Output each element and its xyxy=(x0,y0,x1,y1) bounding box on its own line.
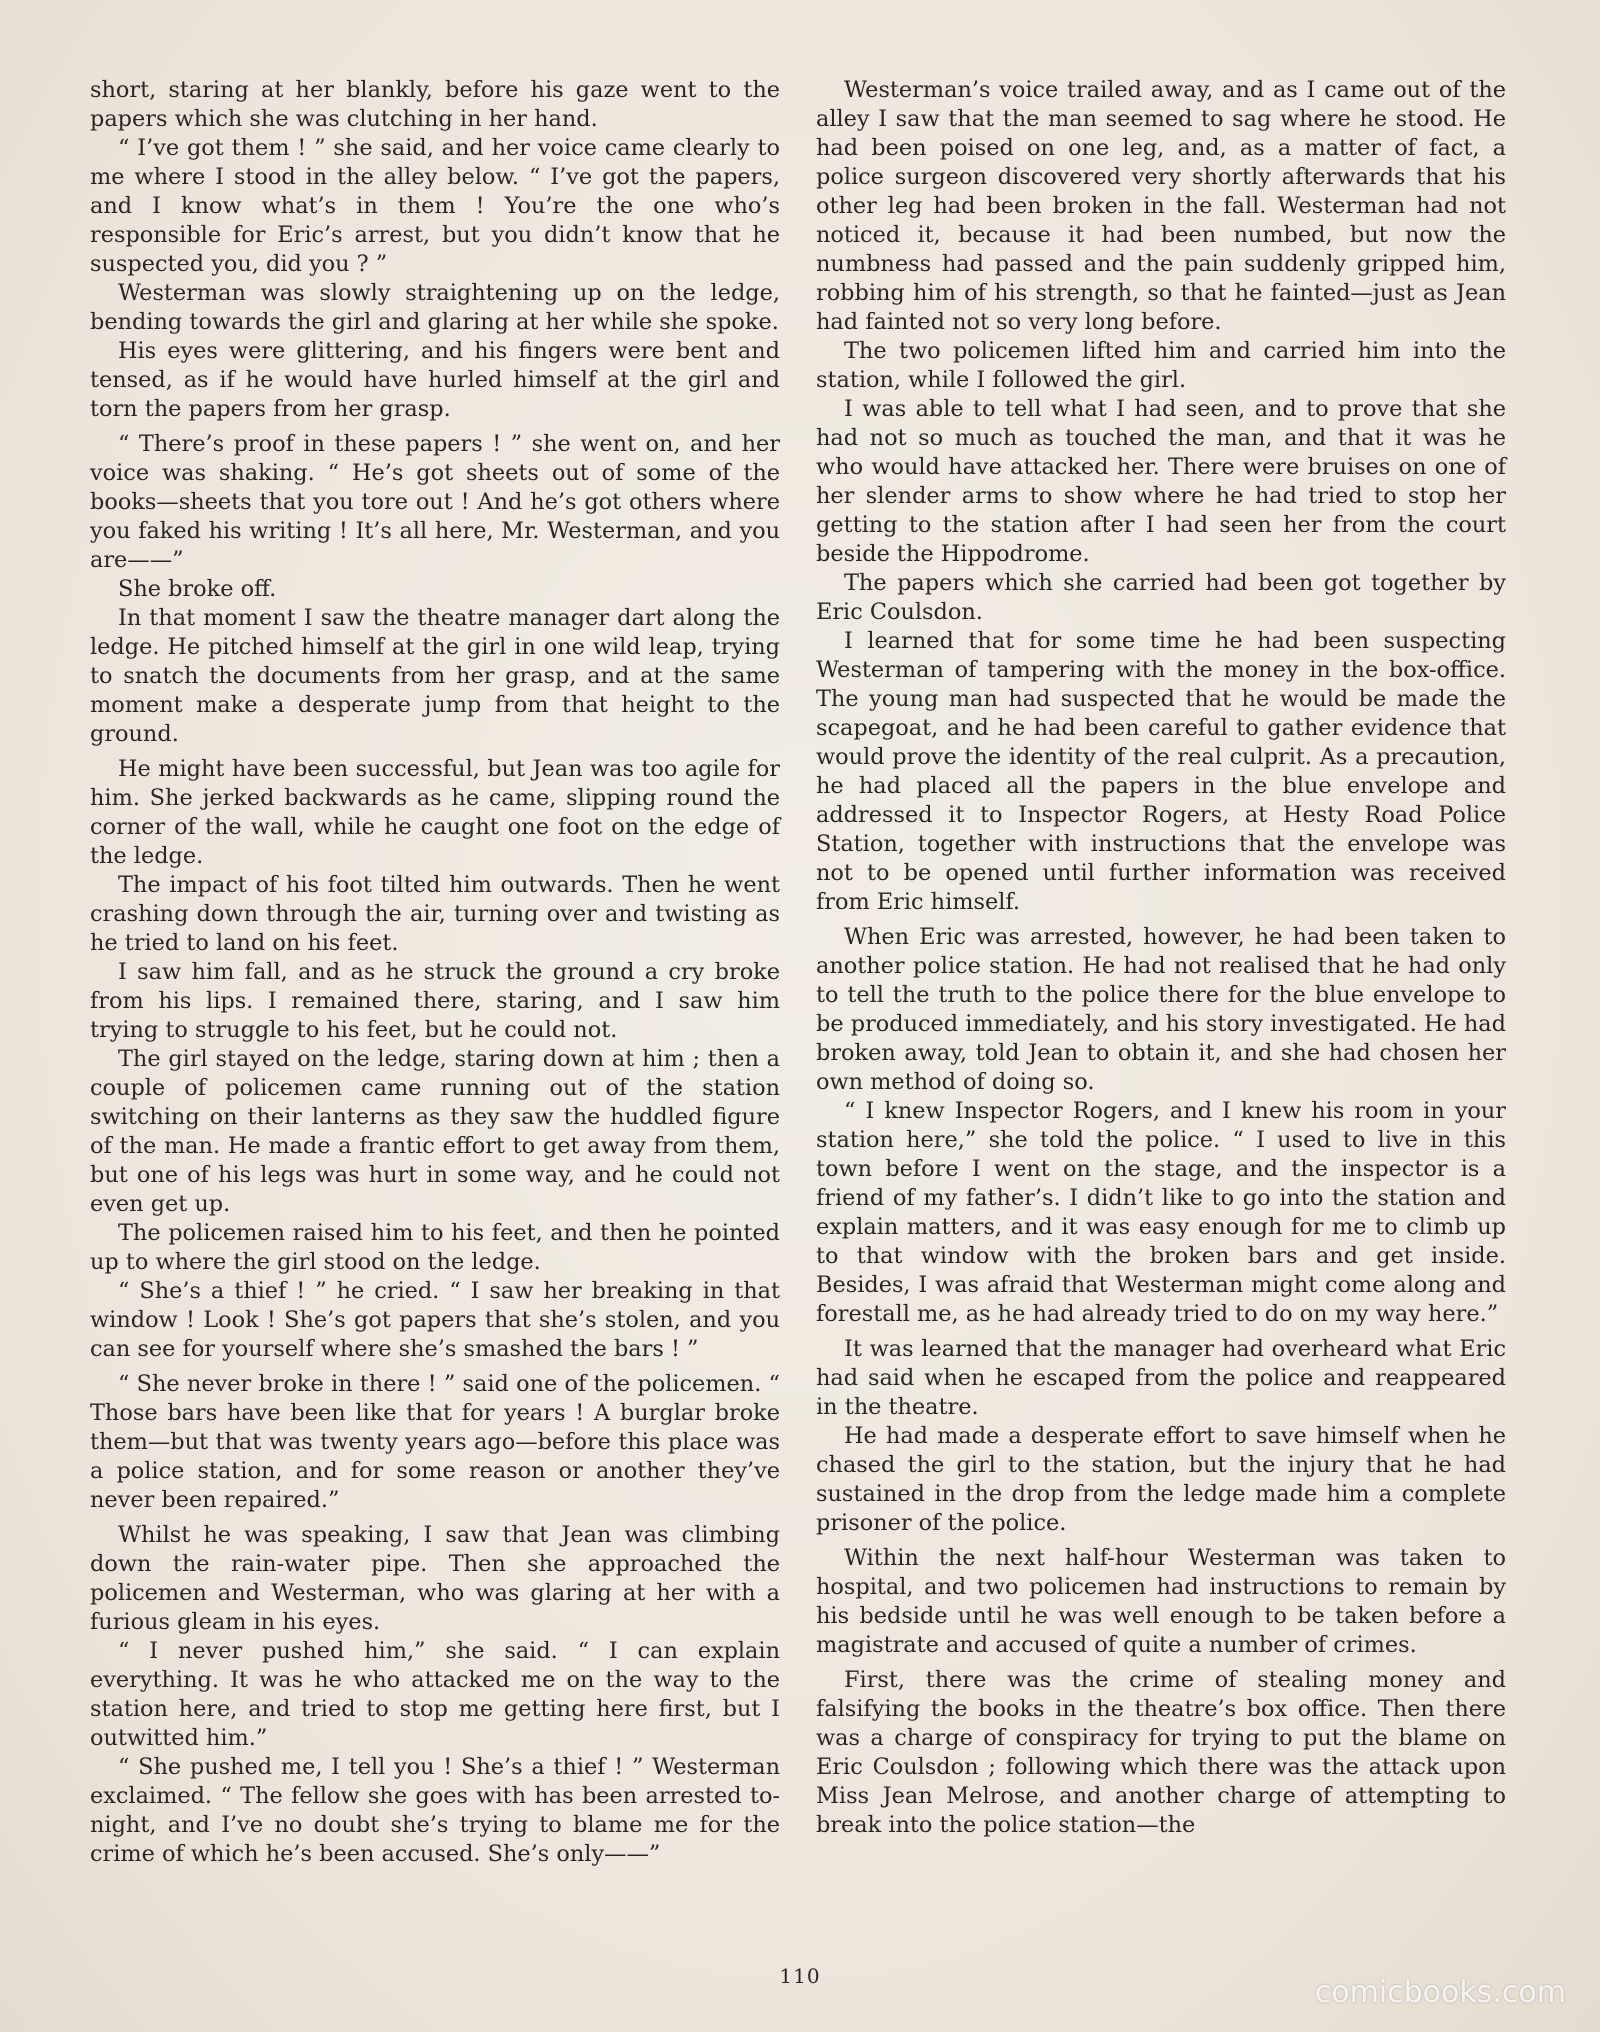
watermark: comicbooks.com xyxy=(1314,1975,1566,2010)
paragraph: The papers which she carried had been got together by Eric Coulsdon. xyxy=(816,570,1506,625)
paragraph: The policemen raised him to his feet, and then he pointed up to where the girl stood on the ledge. xyxy=(90,1220,780,1275)
page-number: 110 xyxy=(779,1964,821,1988)
paragraph: “ She never broke in there ! ” said one of the policemen. “ Those bars have been like that for years ! A burglar broke them—but that was twenty years ago—before this place was a police station, and for some reason or another they’ve never been repaired.” xyxy=(90,1371,780,1513)
paragraph: short, staring at her blankly, before his gaze went to the papers which she was clutching in her hand. xyxy=(90,77,780,132)
paragraph: The two policemen lifted him and carried him into the station, while I followed the girl. xyxy=(816,338,1506,393)
paragraph: Westerman was slowly straightening up on the ledge, bending towards the girl and glaring at her while she spoke. xyxy=(90,280,780,335)
paragraph: In that moment I saw the theatre manager dart along the ledge. He pitched himself at the girl in one wild leap, trying to snatch the documents from her grasp, and at the same moment make a desperate jump from that height to the ground. xyxy=(90,605,780,747)
paragraph: I saw him fall, and as he struck the ground a cry broke from his lips. I remained there, staring, and I saw him trying to struggle to his feet, but he could not. xyxy=(90,959,780,1043)
paragraph: The girl stayed on the ledge, staring down at him ; then a couple of policemen came running out of the station switching on their lanterns as they saw the huddled figure of the man. He made a frantic effort to get away from them, but one of his legs was hurt in some way, and he could not even get up. xyxy=(90,1046,780,1217)
left-column xyxy=(90,76,780,1869)
paragraph: The impact of his foot tilted him outwards. Then he went crashing down through the air, turning over and twisting as he tried to land on his feet. xyxy=(90,872,780,956)
paragraph: It was learned that the manager had overheard what Eric had said when he escaped from the police and reappeared in the theatre. xyxy=(816,1336,1506,1420)
paragraph: I was able to tell what I had seen, and to prove that she had not so much as touched the man, and that it was he who would have attacked her. There were bruises on one of her slender arms to show where he had tried to stop her getting to the station after I had seen her from the court beside the Hippodrome. xyxy=(816,396,1506,567)
paragraph: “ I never pushed him,” she said. “ I can explain everything. It was he who attacked me on the way to the station here, and tried to stop me getting here first, but I outwitted him.” xyxy=(90,1638,780,1751)
paragraph: “ I knew Inspector Rogers, and I knew his room in your station here,” she told the police. “ I used to live in this town before I went on the stage, and the inspector is a friend of my father’s. I didn’t like to go into the station and explain matters, and it was easy enough for me to climb up to that window with the broken bars and get inside. Besides, I was afraid that Westerman might come along and forestall me, as he had already tried to do on my way here.” xyxy=(816,1098,1506,1327)
paragraph: His eyes were glittering, and his fingers were bent and tensed, as if he would have hurled himself at the girl and torn the papers from her grasp. xyxy=(90,338,780,422)
paragraph: “ I’ve got them ! ” she said, and her voice came clearly to me where I stood in the alley below. “ I’ve got the papers, and I know what’s in them ! You’re the one who’s responsible for Eric’s arrest, but you didn’t know that he suspected you, did you ? ” xyxy=(90,135,780,277)
paragraph: Within the next half-hour Westerman was taken to hospital, and two policemen had instructions to remain by his bedside until he was well enough to be taken before a magistrate and accused of quite a number of crimes. xyxy=(816,1545,1506,1658)
paragraph: I learned that for some time he had been suspecting Westerman of tampering with the money in the box-office. The young man had suspected that he would be made the scapegoat, and he had been careful to gather evidence that would prove the identity of the real culprit. As a precaution, he had placed all the papers in the blue envelope and addressed it to Inspector Rogers, at Hesty Road Police Station, together with instructions that the envelope was not to be opened until further information was received from Eric himself. xyxy=(816,628,1506,915)
right-column xyxy=(816,76,1506,1840)
paragraph: She broke off. xyxy=(118,576,277,602)
paragraph: When Eric was arrested, however, he had been taken to another police station. He had not realised that he had only to tell the truth to the police there for the blue envelope to be produced immediately, and his story investigated. He had broken away, told Jean to obtain it, and she had chosen her own method of doing so. xyxy=(816,924,1506,1095)
paragraph: First, there was the crime of stealing money and falsifying the books in the theatre’s box office. Then there was a charge of conspiracy for trying to put the blame on Eric Coulsdon ; following which there was the attack upon Miss Jean Melrose, and another charge of attempting to break into the police station—the xyxy=(816,1667,1506,1838)
paragraph: Whilst he was speaking, I saw that Jean was climbing down the rain-water pipe. Then she approached the policemen and Westerman, who was glaring at her with a furious gleam in his eyes. xyxy=(90,1522,780,1635)
paragraph: He had made a desperate effort to save himself when he chased the girl to the station, but the injury that he had sustained in the drop from the ledge made him a complete prisoner of the police. xyxy=(816,1423,1506,1536)
paragraph: He might have been successful, but Jean was too agile for him. She jerked backwards as he came, slipping round the corner of the wall, while he caught one foot on the edge of the ledge. xyxy=(90,756,780,869)
paragraph: “ There’s proof in these papers ! ” she went on, and her voice was shaking. “ He’s got sheets out of some of the books—sheets that you tore out ! And he’s got others where you faked his writing ! It’s all here, Mr. Westerman, and you are——” xyxy=(90,431,780,573)
paragraph: Westerman’s voice trailed away, and as I came out of the alley I saw that the man seemed to sag where he stood. He had been poised on one leg, and, as a matter of fact, a police surgeon discovered very shortly afterwards that his other leg had been broken in the fall. Westerman had not noticed it, because it had been numbed, but now the numbness had passed and the pain suddenly gripped him, robbing him of his strength, so that he fainted—just as Jean had fainted not so very long before. xyxy=(816,77,1506,335)
paragraph: “ She pushed me, I tell you ! She’s a thief ! ” Westerman exclaimed. “ The fellow she goes with has been arrested to-night, and I’ve no doubt she’s trying to blame me for the crime of which he’s been accused. She’s only——” xyxy=(90,1754,780,1867)
paragraph: “ She’s a thief ! ” he cried. “ I saw her breaking in that window ! Look ! She’s got papers that she’s stolen, and you can see for yourself where she’s smashed the bars ! ” xyxy=(90,1278,780,1362)
